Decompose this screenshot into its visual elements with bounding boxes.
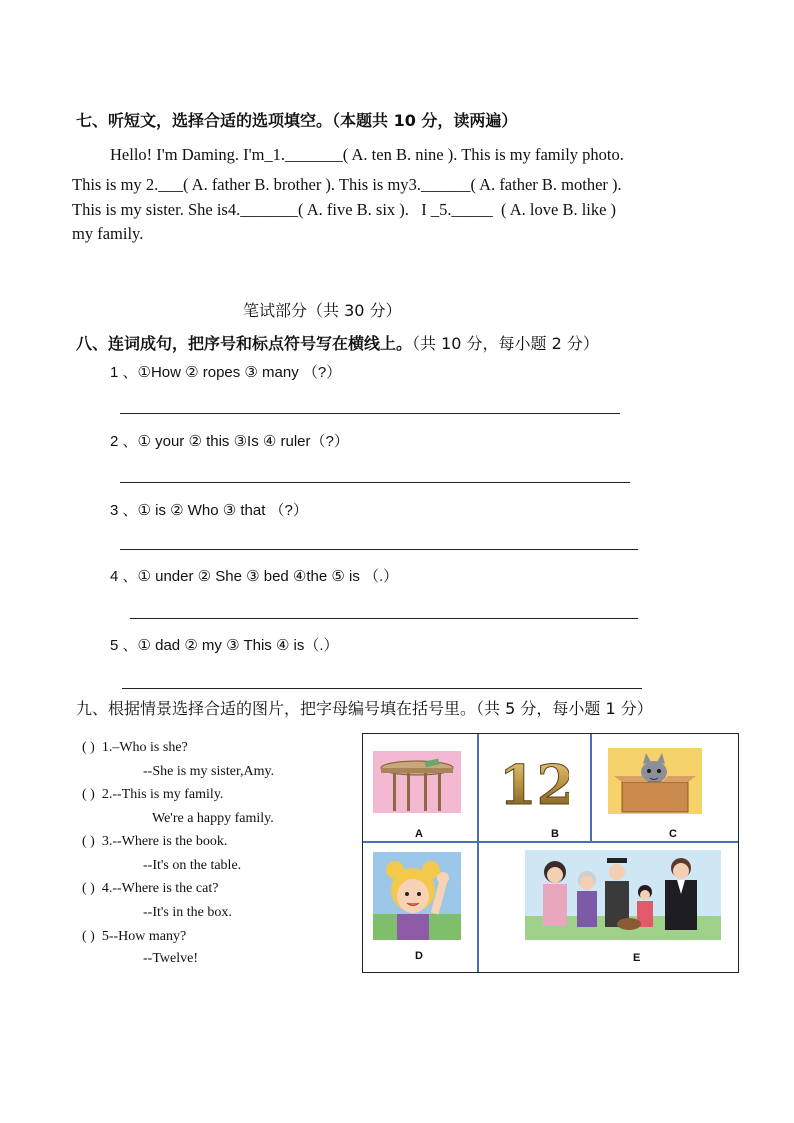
picture-label-e: E bbox=[633, 952, 641, 964]
passage-line-4: my family. bbox=[72, 224, 144, 243]
s8-item-3: 3 、① is ② Who ③ that （?） bbox=[110, 502, 308, 519]
passage-line-2: This is my 2.___( A. father B. brother ). This is my3.______( A. father B. mother ). bbox=[72, 175, 622, 194]
grid-divider bbox=[363, 841, 738, 843]
s9-item-3: ( ) 3.--Where is the book. bbox=[82, 834, 228, 849]
grid-divider bbox=[477, 842, 479, 972]
picture-label-a: A bbox=[415, 828, 423, 840]
cat-in-box-picture bbox=[608, 748, 702, 814]
passage-line-3: This is my sister. She is4._______( A. five B. six ). I _5._____ ( A. love B. like ) bbox=[72, 200, 617, 219]
s9-answer-1: --She is my sister,Amy. bbox=[143, 764, 275, 779]
picture-label-d: D bbox=[415, 950, 423, 962]
blank-1[interactable]: _1._______ bbox=[264, 145, 343, 164]
answer-paren[interactable]: ( ) bbox=[82, 881, 95, 896]
s9-item-5: ( ) 5--How many? bbox=[82, 929, 187, 944]
number-icon bbox=[497, 752, 569, 812]
blank-5[interactable]: _5._____ bbox=[430, 200, 493, 219]
s8-item-1: 1 、①How ② ropes ③ many （?） bbox=[110, 364, 342, 381]
family-picture bbox=[525, 850, 721, 940]
blank-2[interactable]: 2.___ bbox=[145, 175, 183, 194]
answer-paren[interactable]: ( ) bbox=[82, 929, 95, 944]
family-icon bbox=[525, 850, 721, 940]
number-twelve-picture bbox=[497, 752, 569, 812]
picture-grid bbox=[362, 733, 739, 973]
answer-line-2[interactable] bbox=[120, 482, 630, 483]
section9-title: 九、根据情景选择合适的图片，把字母编号填在括号里。（共 5 分，每小题 1 分） bbox=[76, 699, 653, 718]
answer-line-4[interactable] bbox=[130, 618, 638, 619]
s8-item-2: 2 、① your ② this ③Is ④ ruler（?） bbox=[110, 433, 349, 450]
picture-label-b: B bbox=[551, 828, 559, 840]
table-icon bbox=[373, 751, 461, 813]
cat-icon bbox=[608, 748, 702, 814]
passage-line-1: Hello! I'm Daming. I'm_1._______( A. ten B. nine ). This is my family photo. bbox=[110, 145, 624, 164]
answer-line-5[interactable] bbox=[122, 688, 642, 689]
s9-answer-5: --Twelve! bbox=[143, 951, 198, 966]
answer-paren[interactable]: ( ) bbox=[82, 787, 95, 802]
s8-item-5: 5 、① dad ② my ③ This ④ is（.） bbox=[110, 637, 339, 654]
girl-picture bbox=[373, 852, 461, 940]
grid-divider bbox=[590, 734, 592, 842]
answer-paren[interactable]: ( ) bbox=[82, 834, 95, 849]
s9-answer-2: We're a happy family. bbox=[152, 811, 274, 826]
s9-answer-4: --It's in the box. bbox=[143, 905, 232, 920]
grid-divider bbox=[477, 734, 479, 842]
section8-title: 八、连词成句，把序号和标点符号写在横线上。（共 10 分，每小题 2 分） bbox=[76, 334, 599, 353]
answer-line-3[interactable] bbox=[120, 549, 638, 550]
answer-paren[interactable]: ( ) bbox=[82, 740, 95, 755]
picture-label-c: C bbox=[669, 828, 677, 840]
s8-item-4: 4 、① under ② She ③ bed ④the ⑤ is （.） bbox=[110, 568, 399, 585]
written-part-title: 笔试部分（共 30 分） bbox=[243, 301, 402, 320]
blank-4[interactable]: 4._______ bbox=[227, 200, 298, 219]
girl-icon bbox=[373, 852, 461, 940]
s9-item-2: ( ) 2.--This is my family. bbox=[82, 787, 224, 802]
s9-answer-3: --It's on the table. bbox=[143, 858, 242, 873]
s9-item-1: ( ) 1.–Who is she? bbox=[82, 740, 188, 755]
answer-line-1[interactable] bbox=[120, 413, 620, 414]
svg-text:12: 12 bbox=[499, 753, 569, 812]
blank-3[interactable]: 3.______ bbox=[408, 175, 471, 194]
s9-item-4: ( ) 4.--Where is the cat? bbox=[82, 881, 219, 896]
table-picture bbox=[373, 751, 461, 813]
section7-title: 七、听短文，选择合适的选项填空。（本题共 10 分，读两遍） bbox=[76, 111, 518, 130]
